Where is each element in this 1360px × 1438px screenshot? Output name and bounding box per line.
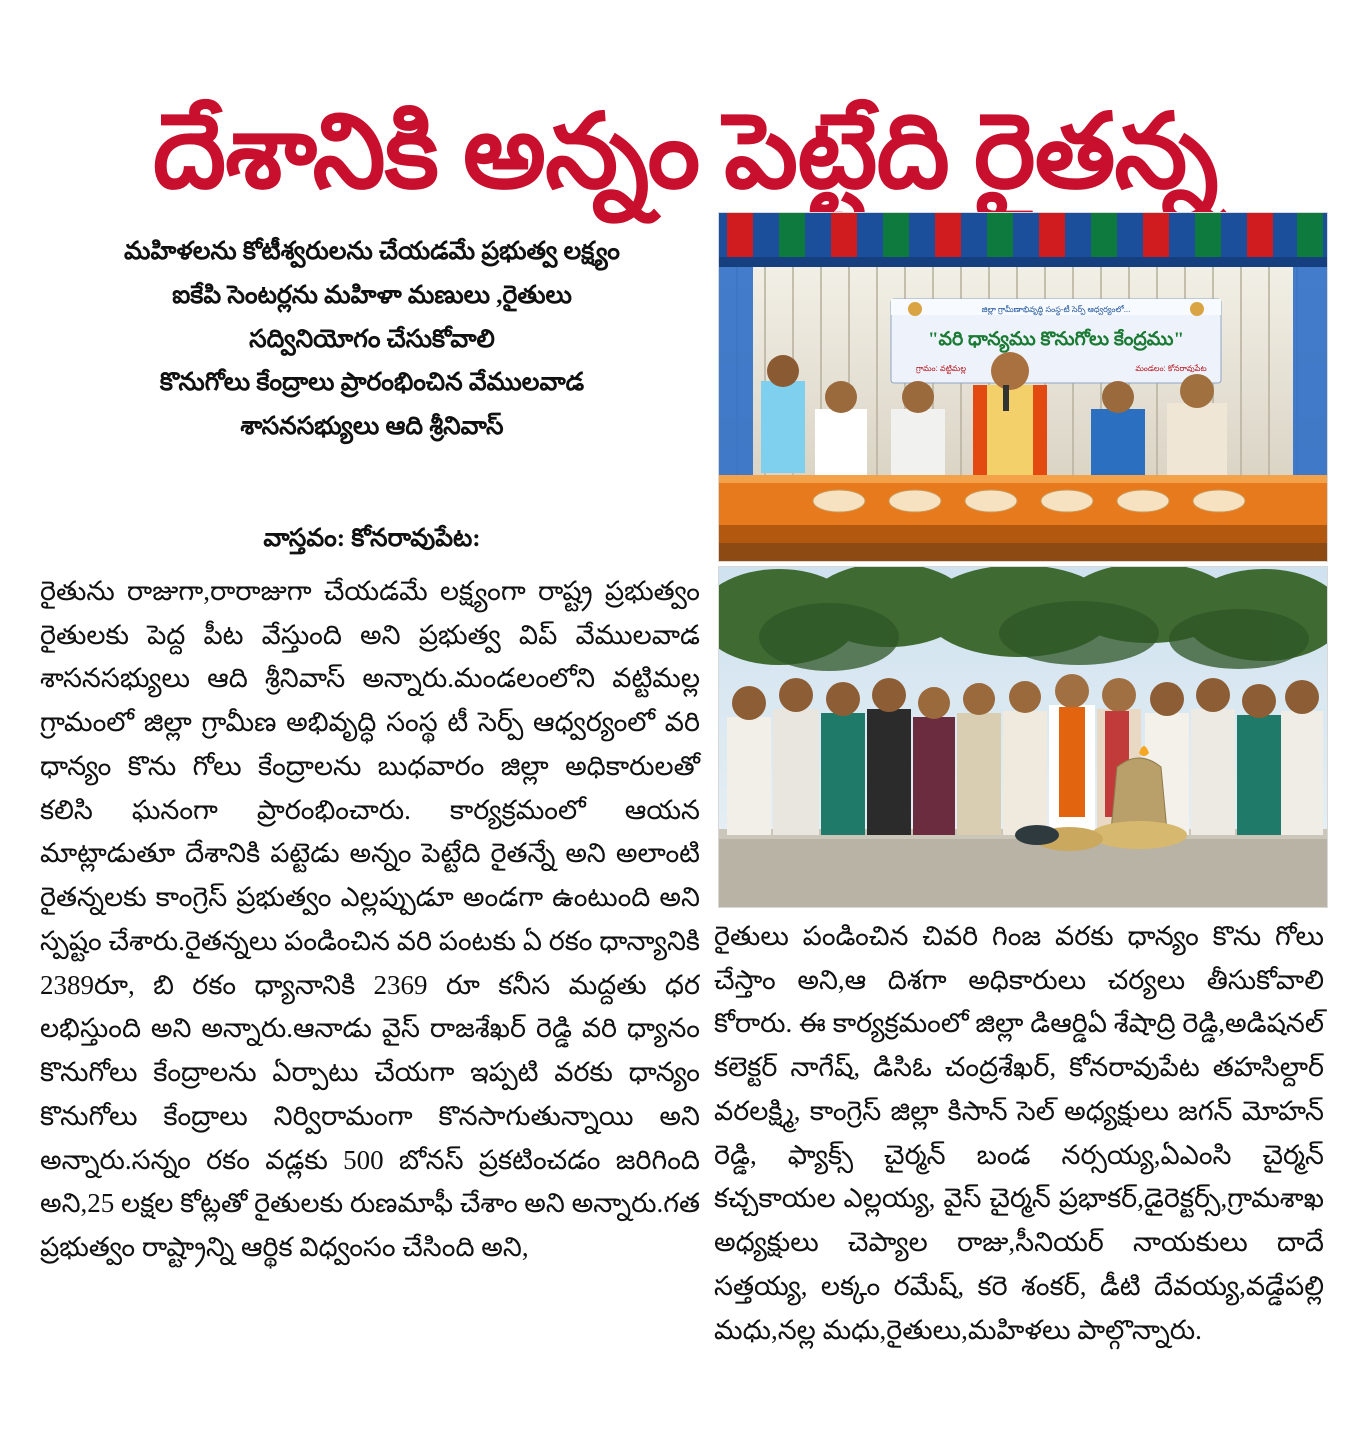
subheadline-line-3: సద్వినియోగం చేసుకోవాలి	[249, 325, 495, 353]
page-headline: దేశానికి అన్నం పెట్టేది రైతన్న	[152, 94, 1218, 210]
subheadline-line-5: శాసనసభ్యులు ఆది శ్రీనివాస్	[240, 413, 504, 440]
grain-purchase-center-inauguration-photo	[718, 566, 1328, 908]
stage-meeting-photo	[718, 212, 1328, 562]
body-column-left: రైతును రాజుగా,రారాజుగా చేయడమే లక్ష్యంగా రాష్ట్ర ప్రభుత్వం రైతులకు పెద్ద పీట వేస్తుంది అని ప్రభుత్వ విప్ వేములవాడ శాసనసభ్యులు ఆది శ్రీనివాస్ అన్నారు.మండలంలోని వట్టిమల్ల గ్రామంలో జిల్లా గ్రామీణ అభివృద్ధి సంస్థ టీ సెర్ప్ ఆధ్వర్యంలో వరి ధాన్యం కొను గోలు కేంద్రాలను బుధవారం జిల్లా అధికారులతో కలిసి ఘనంగా ప్రారంభించారు. కార్యక్రమంలో ఆయన మాట్లాడుతూ దేశానికి పట్టెడు అన్నం పెట్టేది రైతన్నే అని అలాంటి రైతన్నలకు కాంగ్రెస్ ప్రభుత్వం ఎల్లప్పుడూ అండగా ఉంటుంది అని స్పష్టం చేశారు.రైతన్నలు పండించిన వరి పంటకు ఏ రకం ధాన్యానికి 2389రూ, బి రకం ధ్యానానికి 2369 రూ కనీస మద్దతు ధర లభిస్తుంది అని అన్నారు.ఆనాడు వైస్ రాజశేఖర్ రెడ్డి వరి ధ్యానం కొనుగోలు కేంద్రాలను ఏర్పాటు చేయగా ఇప్పటి వరకు ధాన్యం కొనుగోలు కేంద్రాలు నిర్విరామంగా కొనసాగుతున్నాయి అని అన్నారు.సన్నం రకం వడ్లకు 500 బోనస్ ప్రకటించడం జరిగింది అని,25 లక్షల కోట్లతో రైతులకు రుణమాఫీ చేశాం అని అన్నారు.గత ప్రభుత్వం రాష్ట్రాన్ని ఆర్థిక విధ్వంసం చేసింది అని,	[40, 576, 700, 1263]
subheadline-line-1: మహిళలను కోటీశ్వరులను చేయడమే ప్రభుత్వ లక్ష్యం	[124, 238, 620, 265]
svg-text:గ్రామం: వట్టిమల్ల: గ్రామం: వట్టిమల్ల	[915, 364, 967, 373]
dateline: వాస్తవం: కోనరావుపేట:	[263, 525, 481, 552]
subheadline-line-2: ఐకేపి సెంటర్లను మహిళా మణులు ,రైతులు	[172, 281, 572, 309]
subheadline-line-4: కొనుగోలు కేంద్రాలు ప్రారంభించిన వేములవాడ	[159, 369, 585, 397]
svg-text:"వరి ధాన్యము కొనుగోలు కేంద్రము: "వరి ధాన్యము కొనుగోలు కేంద్రము"	[927, 329, 1185, 350]
subheadline-block	[52, 230, 692, 449]
svg-text:మండలం: కోనరావుపేట: మండలం: కోనరావుపేట	[1135, 364, 1207, 373]
body-column-right: రైతులు పండించిన చివరి గింజ వరకు ధాన్యం కొను గోలు చేస్తాం అని,ఆ దిశగా అధికారులు చర్యలు తీసుకోవాలి కోరారు. ఈ కార్యక్రమంలో జిల్లా డిఆర్డిఏ శేషాద్రి రెడ్డి,అడిషనల్ కలెక్టర్ నాగేష్, డిసిఓ చంద్రశేఖర్, కోనరావుపేట తహసిల్దార్ వరలక్ష్మి, కాంగ్రెస్ జిల్లా కిసాన్ సెల్ అధ్యక్షులు జగన్ మోహన్ రెడ్డి, ఫ్యాక్స్ చైర్మన్ బండ నర్సయ్య,ఏఎంసి చైర్మన్ కచ్చకాయల ఎల్లయ్య, వైస్ చైర్మన్ ప్రభాకర్,డైరెక్టర్స్,గ్రామశాఖ అధ్యక్షులు చెప్యాల రాజు,సీనియర్ నాయకులు దాదే సత్తయ్య, లక్కం రమేష్, కరె శంకర్, డీటి దేవయ్య,వడ్డేపల్లి మధు,నల్ల మధు,రైతులు,మహిళలు పాల్గొన్నారు.	[714, 921, 1324, 1345]
svg-text:జిల్లా గ్రామీణాభివృద్ధి సంస్థ-: జిల్లా గ్రామీణాభివృద్ధి సంస్థ-టీ సెర్ప్ ఆధ్వర్యంలో...	[981, 305, 1131, 314]
